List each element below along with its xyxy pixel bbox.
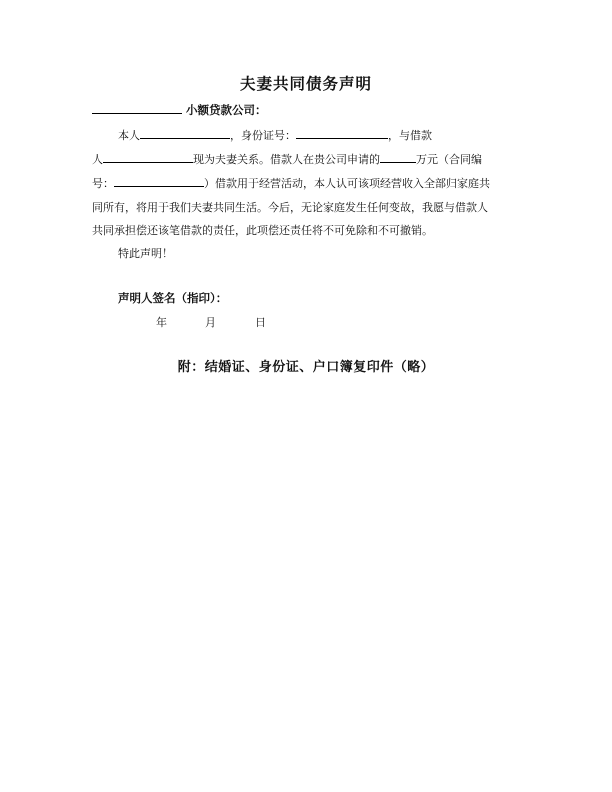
id-number-blank[interactable]	[296, 127, 388, 139]
body-line-6: 特此声明！	[118, 247, 173, 260]
contract-number-blank[interactable]	[114, 175, 204, 187]
date-month: 月	[205, 316, 216, 329]
body-text: ）借款用于经营活动，本人认可该项经营收入全部归家庭共	[204, 177, 490, 190]
company-name-blank[interactable]	[92, 102, 182, 114]
name-blank[interactable]	[140, 127, 230, 139]
body-text: 现为夫妻关系。借款人在贵公司申请的	[193, 153, 380, 166]
body-text: 人	[92, 153, 103, 166]
body-text: 号：	[92, 177, 114, 190]
borrower-blank[interactable]	[103, 151, 193, 163]
amount-blank[interactable]	[380, 151, 416, 163]
addressee-suffix: 小额贷款公司：	[186, 103, 267, 117]
date-year: 年	[156, 316, 167, 329]
addressee-line	[92, 102, 267, 118]
document-title: 夫妻共同债务声明	[239, 75, 372, 93]
body-line-3	[92, 175, 490, 191]
body-text: ，身份证号：	[230, 129, 296, 142]
body-line-2	[92, 151, 482, 167]
body-line-1	[118, 127, 432, 143]
body-line-5: 共同承担偿还该笔借款的责任，此项偿还责任将不可免除和不可撤销。	[92, 224, 433, 237]
body-text: ，与借款	[388, 129, 432, 142]
date-day: 日	[255, 316, 266, 329]
body-text: 本人	[118, 129, 140, 142]
signature-label: 声明人签名（指印）：	[118, 291, 228, 305]
attachment-note: 附：结婚证、身份证、户口簿复印件（略）	[177, 360, 435, 375]
body-text: 万元（合同编	[416, 153, 482, 166]
body-line-4: 同所有，将用于我们夫妻共同生活。今后，无论家庭发生任何变故，我愿与借款人	[92, 201, 488, 214]
